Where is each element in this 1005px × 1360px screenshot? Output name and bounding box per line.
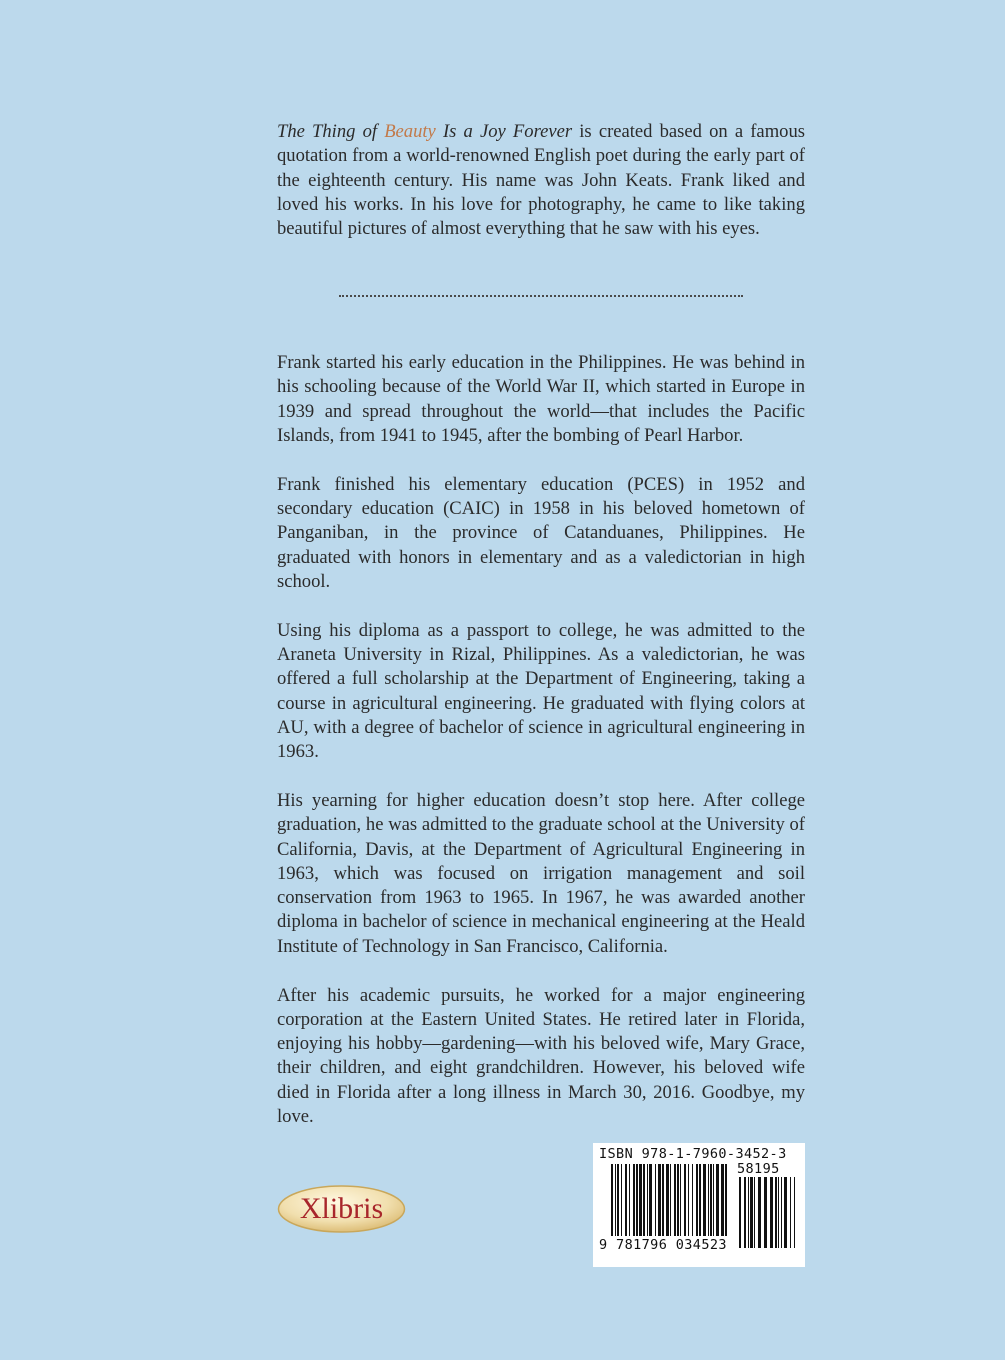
barcode-bar: [778, 1177, 779, 1248]
barcode-bar: [754, 1177, 755, 1248]
isbn-barcode: [593, 1143, 805, 1267]
bio-section: [277, 351, 805, 1154]
book-title-accent: Beauty: [384, 121, 436, 142]
barcode-bar: [781, 1177, 782, 1248]
barcode-bar: [674, 1164, 676, 1236]
barcode-bar: [784, 1177, 787, 1248]
barcode-bar: [625, 1164, 627, 1236]
barcode-bar: [748, 1177, 749, 1248]
barcode-bar: [677, 1164, 679, 1236]
barcode-bar: [739, 1177, 741, 1248]
barcode-bar: [670, 1164, 671, 1236]
barcode-bar: [617, 1164, 619, 1236]
barcode-addon: 58195: [737, 1161, 780, 1177]
barcode-bar: [708, 1164, 709, 1236]
intro-text: is created based on a famous quotation from a world-renowned English poet during the early part of the eighteenth century. His name was John Keats. Frank liked and loved his works. In his love for photography, he came to like taking beautiful pictures of almost everything that he saw with his eyes.: [277, 121, 805, 240]
barcode-digits: 9 781796 034523: [599, 1237, 727, 1253]
barcode-bar: [655, 1164, 656, 1236]
barcode-bar: [692, 1164, 693, 1236]
publisher-logo-badge: [276, 1183, 407, 1235]
barcode-bar: [770, 1177, 773, 1248]
barcode-bar: [744, 1177, 746, 1248]
intro-paragraph: [277, 120, 805, 241]
barcode-area: [599, 1162, 799, 1252]
barcode-bar: [662, 1164, 664, 1236]
barcode-bar: [764, 1177, 767, 1248]
barcode-bar: [775, 1177, 777, 1248]
barcode-bar: [647, 1164, 648, 1236]
barcode-bar: [680, 1164, 681, 1236]
bio-paragraph: After his academic pursuits, he worked for a major engineering corporation at the Eastern United States. He retired later in Florida, enjoying his hobby—gardening—with his beloved wife, Mary Grace, their children, and eight grandchildren. However, his beloved wife died in Florida after a long illness in March 30, 2016. Goodbye, my love.: [277, 984, 805, 1128]
publisher-name: Xlibris: [299, 1192, 384, 1225]
barcode-bar: [794, 1177, 795, 1248]
bio-paragraph: Frank started his early education in the Philippines. He was behind in his schooling because of the World War II, which started in Europe in 1939 and spread throughout the world—that includes the Pacific Islands, from 1941 to 1945, after the bombing of Pearl Harbor.: [277, 352, 805, 446]
barcode-bar: [684, 1164, 686, 1236]
publisher-logo: [276, 1183, 407, 1235]
book-title-part1: The Thing of: [277, 121, 385, 142]
barcode-bar: [636, 1164, 638, 1236]
barcode-bar: [633, 1164, 635, 1236]
book-title-part2: Is a Joy Forever: [435, 121, 573, 142]
barcode-bar: [721, 1164, 724, 1236]
barcode-bar: [658, 1164, 661, 1236]
barcode-bar: [699, 1164, 701, 1236]
intro-section: [277, 120, 805, 241]
bio-paragraph: Frank finished his elementary education (PCES) in 1952 and secondary education (CAIC) in 1958 in his beloved hometown of Panganiban, in the province of Catanduanes, Philippines. He graduated with honors in elementary and as a valedictorian in high school.: [277, 473, 805, 592]
barcode-bar: [696, 1164, 698, 1236]
barcode-bar: [688, 1164, 689, 1236]
barcode-bar: [629, 1164, 630, 1236]
barcode-bar: [615, 1164, 616, 1236]
barcode-bar: [713, 1164, 714, 1236]
book-title: [277, 121, 572, 142]
barcode-bar: [649, 1164, 652, 1236]
barcode-bar: [639, 1164, 642, 1236]
barcode-bar: [725, 1164, 727, 1236]
barcode-bar: [790, 1177, 791, 1248]
bio-paragraph: His yearning for higher education doesn’t stop here. After college graduation, he was admitted to the graduate school at the University of California, Davis, at the Department of Agricultural Engineering in 1963, which was focused on irrigation management and soil conservation from 1963 to 1965. In 1967, he was awarded another diploma in bachelor of science in mechanical engineering at the Heald Institute of Technology in San Francisco, California.: [277, 789, 805, 957]
barcode-bar: [716, 1164, 719, 1236]
barcode-bar: [703, 1164, 706, 1236]
barcode-bar: [611, 1164, 613, 1236]
isbn-label: ISBN 978-1-7960-3452-3: [599, 1146, 787, 1162]
barcode-bar: [666, 1164, 669, 1236]
barcode-bar: [710, 1164, 712, 1236]
barcode-bar: [758, 1177, 761, 1248]
barcode-bar: [643, 1164, 645, 1236]
bio-paragraph: Using his diploma as a passport to college, he was admitted to the Araneta University in Rizal, Philippines. As a valedictorian, he was offered a full scholarship at the Department of Engineering, taking a course in agricultural engineering. He graduated with flying colors at AU, with a degree of bachelor of science in agricultural engineering in 1963.: [277, 619, 805, 763]
barcode-bar: [750, 1177, 753, 1248]
barcode-bar: [621, 1164, 622, 1236]
dotted-divider: [339, 295, 743, 297]
